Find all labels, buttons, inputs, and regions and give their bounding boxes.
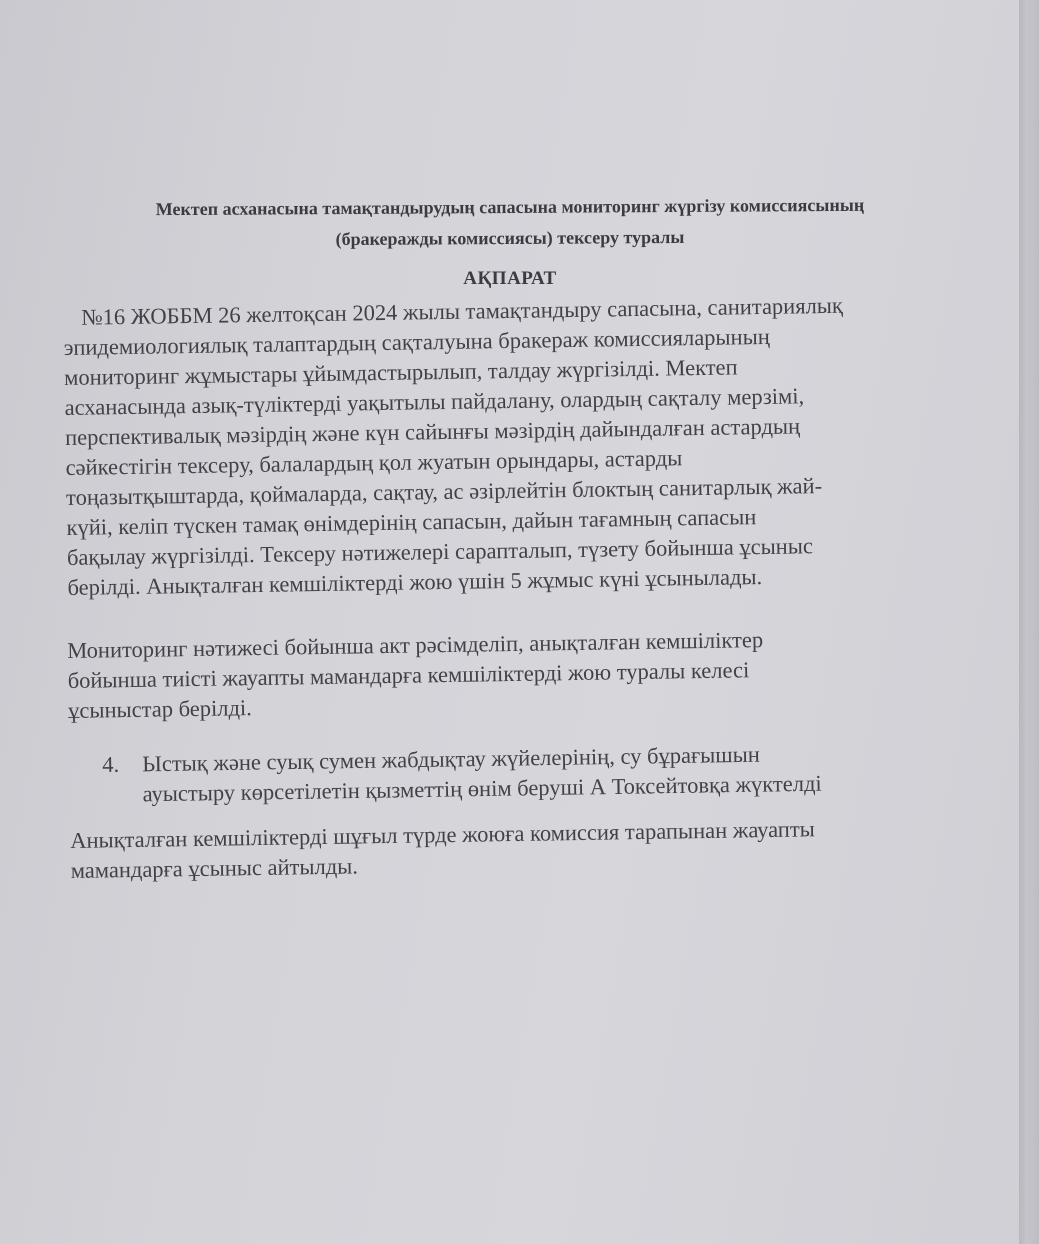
page-edge-shadow — [1019, 0, 1039, 1244]
list-item-line-1: Ыстық және суық сумен жабдықтау жүйелерінің, су бұрағышын — [142, 741, 760, 777]
document-heading: АҚПАРАТ — [463, 268, 557, 289]
list-item-line-2: ауыстыру көрсетілетін қызметтің өнім беруші А Токсейтовқа жүктелді — [142, 770, 822, 807]
paragraph-3-line: мамандарға ұсыныс айтылды. — [70, 853, 359, 883]
paragraph-1-line: күйі, келіп түскен тамақ өнімдерінің сапасын, дайын тағамның сапасын — [66, 504, 757, 540]
paragraph-3-line: Анықталған кемшіліктерді шұғыл түрде жоюға комиссия тарапынан жауапты — [70, 816, 816, 853]
paragraph-1-line: асханасында азық-түліктерді уақытылы пайдалану, олардың сақталу мерзімі, — [64, 383, 805, 420]
paragraph-1-line: №16 ЖОББМ 26 желтоқсан 2024 жылы тамақтандыру сапасына, санитариялық — [81, 292, 844, 330]
paragraph-3 — [70, 814, 816, 886]
paragraph-2-line: ұсыныстар берілді. — [67, 695, 253, 723]
paragraph-1-line: перспективалық мәзірдің және күн сайынғы мәзірдің дайындалған астардың — [64, 413, 801, 450]
paragraph-1-line: берілді. Анықталған кемшіліктерді жою үшін 5 жұмыс күні ұсынылады. — [67, 564, 763, 600]
paragraph-1-line: тоңазытқыштарда, қоймаларда, сақтау, ас әзірлейтін блоктың санитарлық жай- — [65, 473, 823, 510]
paragraph-2 — [67, 625, 764, 726]
paragraph-2-line: Мониторинг нәтижесі бойынша акт рәсімделіп, анықталған кемшіліктер — [67, 627, 764, 663]
paragraph-1-line: бақылау жүргізілді. Тексеру нәтижелері сарапталып, түзету бойынша ұсыныс — [66, 533, 814, 570]
paragraph-1-line: сәйкестігін тексеру, балалардың қол жуатын орындары, астарды — [65, 445, 683, 480]
paragraph-2-line: бойынша тиісті жауапты мамандарға кемшіліктерді жою туралы келесі — [67, 657, 750, 693]
paragraph-1-line: мониторинг жұмыстары ұйымдастырылып, талдау жүргізілді. Мектеп — [63, 354, 738, 390]
paragraph-1 — [63, 291, 847, 603]
list-item-number: 4. — [102, 751, 120, 777]
document-title-line-1: Мектеп асханасына тамақтандырудың сапасына мониторинг жүргізу комиссиясының — [155, 194, 865, 220]
document-title-line-2: (бракеражды комиссиясы) тексеру туралы — [335, 226, 685, 250]
numbered-list-item — [102, 739, 822, 810]
paragraph-1-line: эпидемиологиялық талаптардың сақталуына бракераж комиссияларының — [63, 323, 770, 360]
